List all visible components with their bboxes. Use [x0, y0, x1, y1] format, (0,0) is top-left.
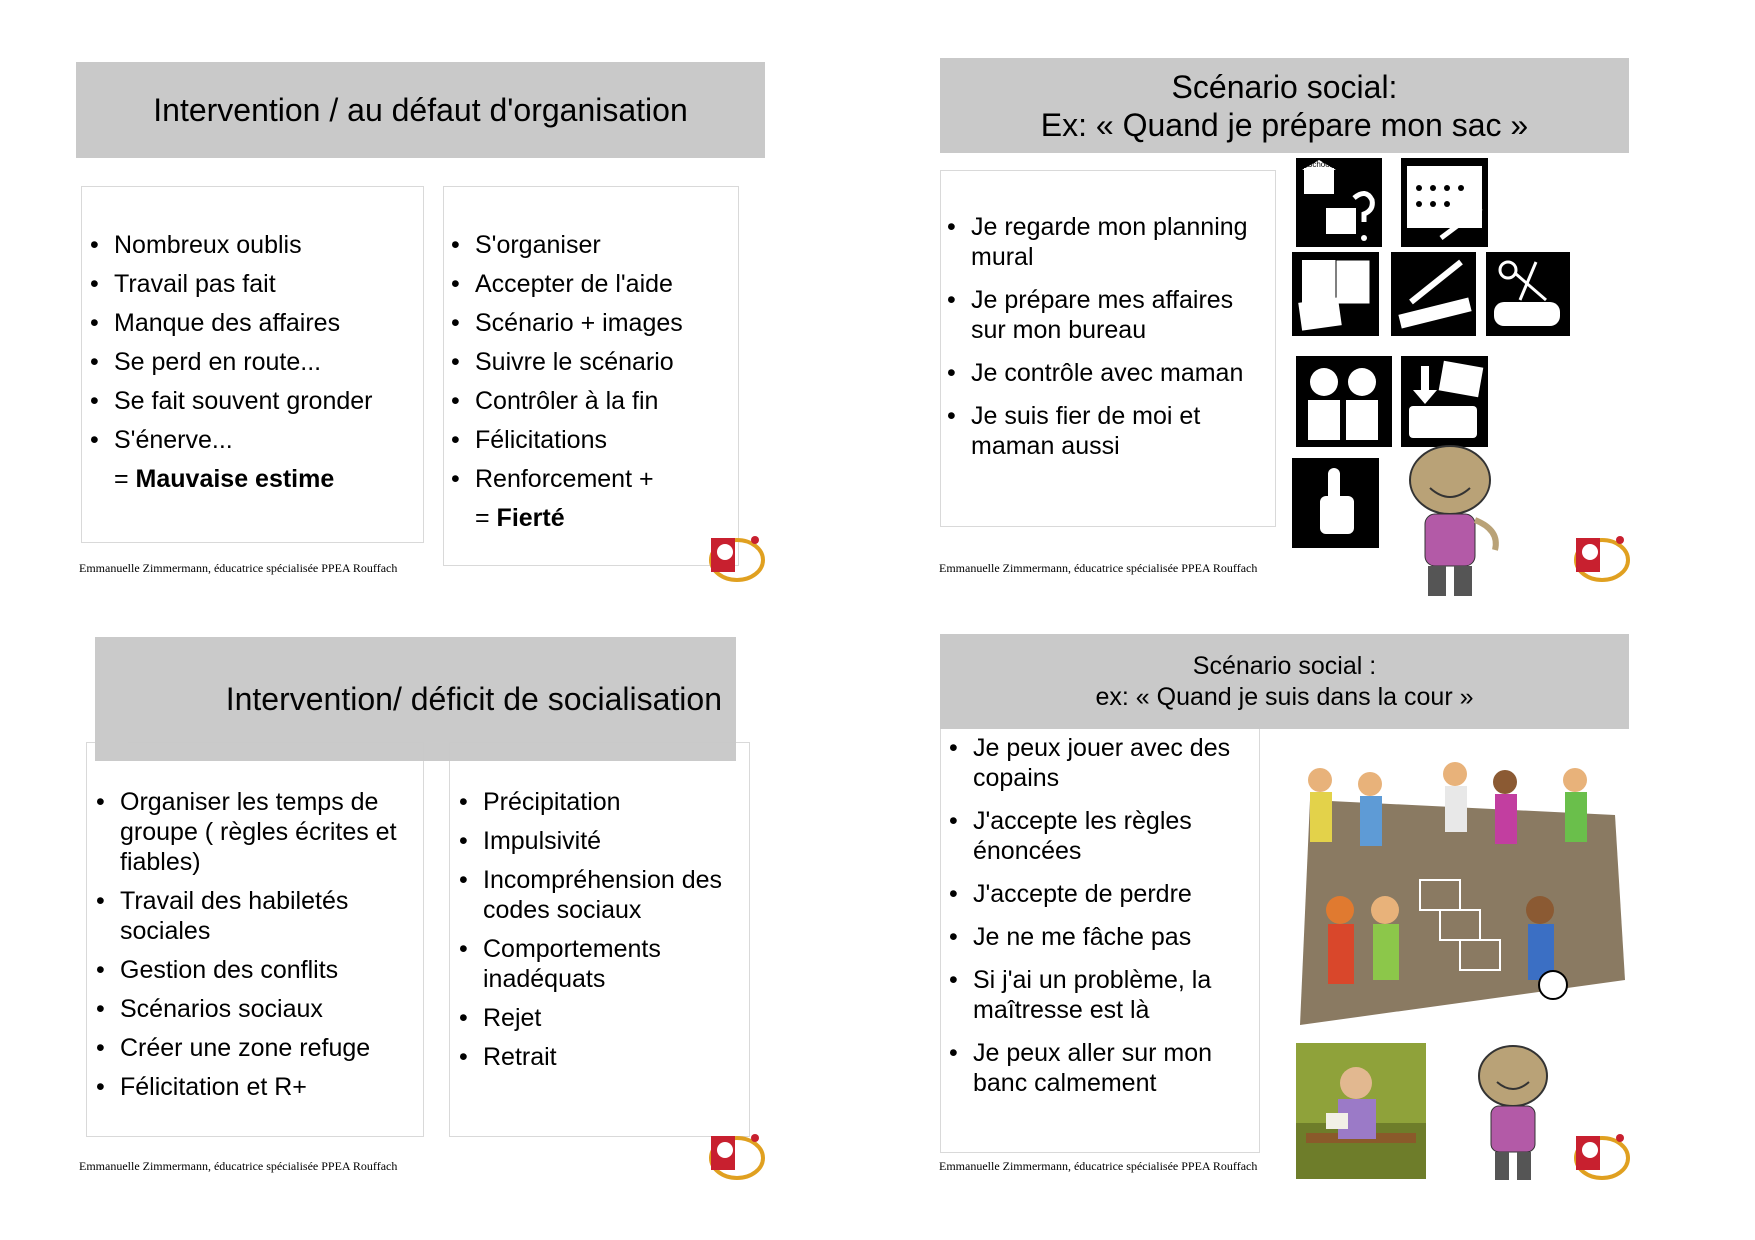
list-item: • Je peux aller sur mon banc calmement — [949, 1038, 1259, 1098]
slide2-footer: Emmanuelle Zimmermann, éducatrice spécialisée PPEA Rouffach — [939, 561, 1258, 575]
conclusion-item — [90, 464, 420, 494]
list-item: • Travail des habiletés sociales — [96, 886, 426, 946]
control-together-pictogram — [1296, 356, 1392, 447]
slide4-list — [949, 733, 1259, 1111]
planning-pictogram — [1401, 158, 1488, 247]
list-item: • Incompréhension des codes sociaux — [459, 865, 749, 925]
slide3-right-list — [459, 787, 749, 1081]
list-item: • Je suis fier de moi et maman aussi — [947, 401, 1272, 461]
slide3-left-list — [96, 787, 426, 1111]
bench-photo — [1296, 1043, 1426, 1179]
list-item: • Organiser les temps de groupe ( règles écrites et fiables) — [96, 787, 426, 877]
slide3-footer: Emmanuelle Zimmermann, éducatrice spécialisée PPEA Rouffach — [79, 1159, 398, 1173]
list-item: • Retrait — [459, 1042, 749, 1072]
list-item: • Accepter de l'aide — [451, 269, 736, 299]
list-item: • Rejet — [459, 1003, 749, 1033]
list-item: • Félicitations — [451, 425, 736, 455]
slide2-title-line2: Ex: « Quand je prépare mon sac » — [1040, 106, 1529, 143]
playground-illustration — [1290, 760, 1630, 1025]
list-item: • Renforcement + — [451, 464, 736, 494]
list-item: • J'accepte de perdre — [949, 879, 1259, 909]
slide2-title-bar — [940, 58, 1629, 153]
list-item: • Se perd en route... — [90, 347, 420, 377]
conclusion-item — [451, 503, 736, 533]
list-item: • Comportements inadéquats — [459, 934, 749, 994]
smiling-kid-illustration — [1380, 440, 1530, 610]
list-item: • S'organiser — [451, 230, 736, 260]
list-item: • Je regarde mon planning mural — [947, 212, 1272, 272]
school-pictogram — [1296, 158, 1382, 247]
list-item: • Je prépare mes affaires sur mon bureau — [947, 285, 1272, 345]
list-item: • Travail pas fait — [90, 269, 420, 299]
slide1-right-list — [451, 230, 736, 533]
list-item: • Manque des affaires — [90, 308, 420, 338]
slide4-title-line1: Scénario social : — [1192, 651, 1377, 680]
slide2-logo — [1568, 530, 1630, 586]
slide1-title: Intervention / au défaut d'organisation — [153, 91, 688, 128]
slide4-title-line2: ex: « Quand je suis dans la cour » — [1095, 682, 1474, 711]
list-item: • S'énerve... — [90, 425, 420, 455]
slide3-title: Intervention/ déficit de socialisation — [225, 680, 722, 717]
slide2-list — [947, 212, 1272, 474]
list-item: • Je contrôle avec maman — [947, 358, 1272, 388]
pack-bag-pictogram — [1401, 356, 1488, 447]
list-item: • Créer une zone refuge — [96, 1033, 426, 1063]
hospital-logo-icon — [1568, 530, 1630, 586]
scissors-pictogram — [1486, 252, 1570, 336]
list-item: • Je peux jouer avec des copains — [949, 733, 1259, 793]
smiling-kid-illustration-2 — [1455, 1038, 1575, 1188]
conclusion-prefix: = — [475, 504, 497, 532]
hospital-logo-icon — [1568, 1128, 1630, 1184]
list-item: • Précipitation — [459, 787, 749, 817]
list-item: • Je ne me fâche pas — [949, 922, 1259, 952]
slide2-title-line1: Scénario social: — [1171, 68, 1398, 105]
list-item: • Si j'ai un problème, la maîtresse est là — [949, 965, 1259, 1025]
list-item: • Félicitation et R+ — [96, 1072, 426, 1102]
slide1-logo — [703, 530, 765, 586]
slide4-title-bar — [940, 634, 1629, 729]
slide3-logo — [703, 1128, 765, 1184]
slide1-title-bar — [76, 62, 765, 158]
thumbs-up-pictogram — [1292, 458, 1379, 548]
conclusion-bold: Fierté — [496, 504, 565, 532]
list-item: • Scénarios sociaux — [96, 994, 426, 1024]
school-label: School — [1307, 160, 1332, 169]
slide3-title-bar — [95, 637, 736, 761]
notebooks-pictogram — [1292, 252, 1379, 336]
slide4-footer: Emmanuelle Zimmermann, éducatrice spécialisée PPEA Rouffach — [939, 1159, 1258, 1173]
list-item: • Contrôler à la fin — [451, 386, 736, 416]
list-item: • Suivre le scénario — [451, 347, 736, 377]
list-item: • Scénario + images — [451, 308, 736, 338]
hospital-logo-icon — [703, 1128, 765, 1184]
list-item: • Se fait souvent gronder — [90, 386, 420, 416]
conclusion-prefix: = — [114, 465, 136, 493]
slide4-logo — [1568, 1128, 1630, 1184]
conclusion-bold: Mauvaise estime — [135, 465, 335, 493]
list-item: • J'accepte les règles énoncées — [949, 806, 1259, 866]
hospital-logo-icon — [703, 530, 765, 586]
slide1-footer: Emmanuelle Zimmermann, éducatrice spécialisée PPEA Rouffach — [79, 561, 398, 575]
slide1-left-list — [90, 230, 420, 494]
pencil-ruler-pictogram — [1391, 252, 1476, 336]
list-item: • Nombreux oublis — [90, 230, 420, 260]
list-item: • Gestion des conflits — [96, 955, 426, 985]
list-item: • Impulsivité — [459, 826, 749, 856]
